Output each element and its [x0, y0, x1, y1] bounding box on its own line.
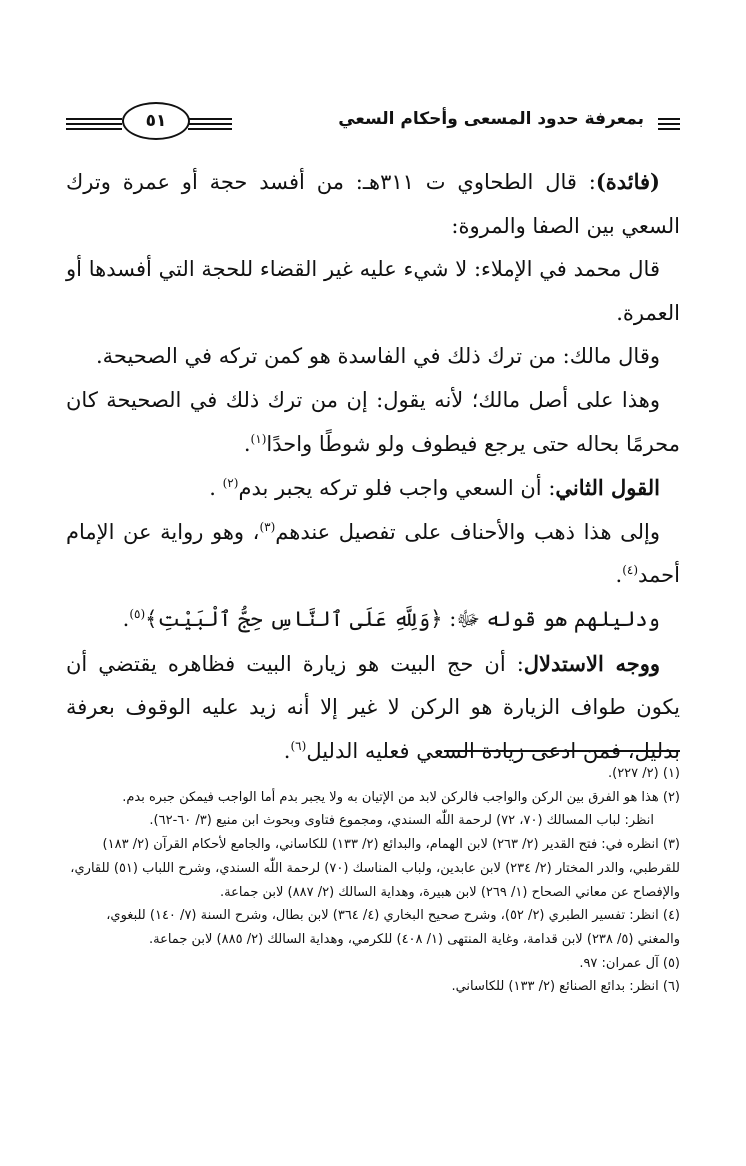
- paragraph: [66, 160, 680, 248]
- punctuation: .: [283, 738, 291, 763]
- punctuation: .: [243, 431, 251, 456]
- footnote: (٣) انظره في: فتح القدير (٢/ ٢٦٣) لابن الهمام، والبدائع (٢/ ١٣٣) للكاساني، والجامع لأحكام القرآن (٢/ ١٨٣) للقرطبي، والدر المختار (٢/ ٢٣٤) لابن عابدين، ولباب المناسك (٧٠) لرحمة اللّٰه السندي، وشرح اللباب (٥١) للقاري، والإفصاح عن معاني الصحاح (١/ ٢٦٩) لابن هبيرة، وهداية السالك (٢/ ٨٨٧) لابن جماعة.: [70, 837, 680, 900]
- second-opinion-label: القول الثاني: [555, 475, 660, 501]
- paragraph: [66, 598, 680, 642]
- footnote-ref[interactable]: (٢): [222, 476, 239, 491]
- evidence-label: ووجه الاستدلال: [523, 650, 660, 676]
- paragraph: [66, 379, 680, 466]
- header-rule: [658, 128, 680, 130]
- footnote-continuation: انظر: لباب المسالك (٧٠، ٧٢) لرحمة اللّٰه السندي، ومجموع فتاوى وبحوث ابن منيع (٣/ ٦٠-٦٢).: [149, 813, 654, 829]
- header-rule: [66, 123, 122, 125]
- main-text: [66, 160, 680, 773]
- header-rule: [188, 123, 232, 125]
- header-rule: [188, 128, 232, 130]
- header-rule: [658, 123, 680, 125]
- running-header: [66, 98, 680, 142]
- header-rule: [658, 118, 680, 120]
- paragraph: [66, 642, 680, 774]
- punctuation: .: [615, 563, 623, 588]
- header-rule: [188, 118, 232, 120]
- paragraph: قال محمد في الإملاء: لا شيء عليه غير القضاء للحجة التي أفسدها أو العمرة.: [66, 257, 680, 325]
- running-title: بمعرفة حدود المسعى وأحكام السعي: [330, 109, 652, 129]
- paragraph-text: : قال الطحاوي ت ٣١١هـ: من أفسد حجة أو عمرة وترك السعي بين الصفا والمروة:: [66, 170, 680, 238]
- fawaid-label: (فائدة): [595, 169, 660, 194]
- footnote: (٤) انظر: تفسير الطبري (٢/ ٥٢)، وشرح صحيح البخاري (٤/ ٣٦٤) لابن بطال، وشرح السنة (٧/ ١٤٠) للبغوي، والمغني (٥/ ٢٣٨) لابن قدامة، وغاية المنتهى (١/ ٤٠٨) للكرمي، وهداية السالك (٢/ ٨٨٥) لابن جماعة.: [106, 908, 680, 947]
- footnote-ref[interactable]: (١): [250, 431, 267, 446]
- header-rule: [66, 128, 122, 130]
- footnote: (٢) هذا هو الفرق بين الركن والواجب فالركن لابد من الإتيان به ولا يجبر بدم أما الواجب فيمكن جبره بدم.: [122, 789, 680, 805]
- paragraph-text: : أن حج البيت هو زيارة البيت فظاهره يقتضي أن يكون طواف الزيارة هو الركن لا غير إلا أنه زيد عليه الوقوف بعرفة بدليل، فمن ادعى زيادة السعي فعليه الدليل: [66, 651, 680, 763]
- footnotes: [66, 762, 680, 999]
- footnote-separator: [444, 750, 680, 752]
- page-number: ٥١: [122, 102, 190, 140]
- footnote: (٥) آل عمران: ٩٧.: [579, 955, 680, 971]
- footnote-ref[interactable]: (٣): [259, 519, 276, 534]
- footnote-ref[interactable]: (٤): [622, 563, 639, 578]
- paragraph: وقال مالك: من ترك ذلك في الفاسدة هو كمن تركه في الصحيحة.: [95, 344, 660, 369]
- paragraph-text: : أن السعي واجب فلو تركه يجبر بدم: [238, 476, 556, 501]
- paragraph-text: ودليلهم هو قوله ﷻ: ﴿وَلِلَّهِ عَلَى ٱلنَّاسِ حِجُّ ٱلْبَيْتِ﴾: [145, 606, 660, 631]
- footnote-ref[interactable]: (٥): [129, 606, 146, 621]
- footnote: (١) (٢/ ٢٢٧).: [607, 766, 680, 781]
- punctuation: .: [209, 476, 223, 501]
- paragraph-text: ، وهو رواية عن الإمام أحمد: [66, 519, 680, 588]
- header-rule: [66, 118, 122, 120]
- paragraph-text: وهذا على أصل مالك؛ لأنه يقول: إن من ترك ذلك في الصحيحة كان محرمًا بحاله حتى يرجع فيطوف ولو شوطًا واحدًا: [66, 387, 680, 456]
- paragraph-text: وإلى هذا ذهب والأحناف على تفصيل عندهم: [275, 519, 660, 544]
- footnote-ref[interactable]: (٦): [290, 738, 307, 753]
- footnote: (٦) انظر: بدائع الصنائع (٢/ ١٣٣) للكاساني.: [451, 979, 680, 995]
- paragraph: [66, 466, 680, 511]
- punctuation: .: [122, 606, 130, 631]
- paragraph: [66, 511, 680, 598]
